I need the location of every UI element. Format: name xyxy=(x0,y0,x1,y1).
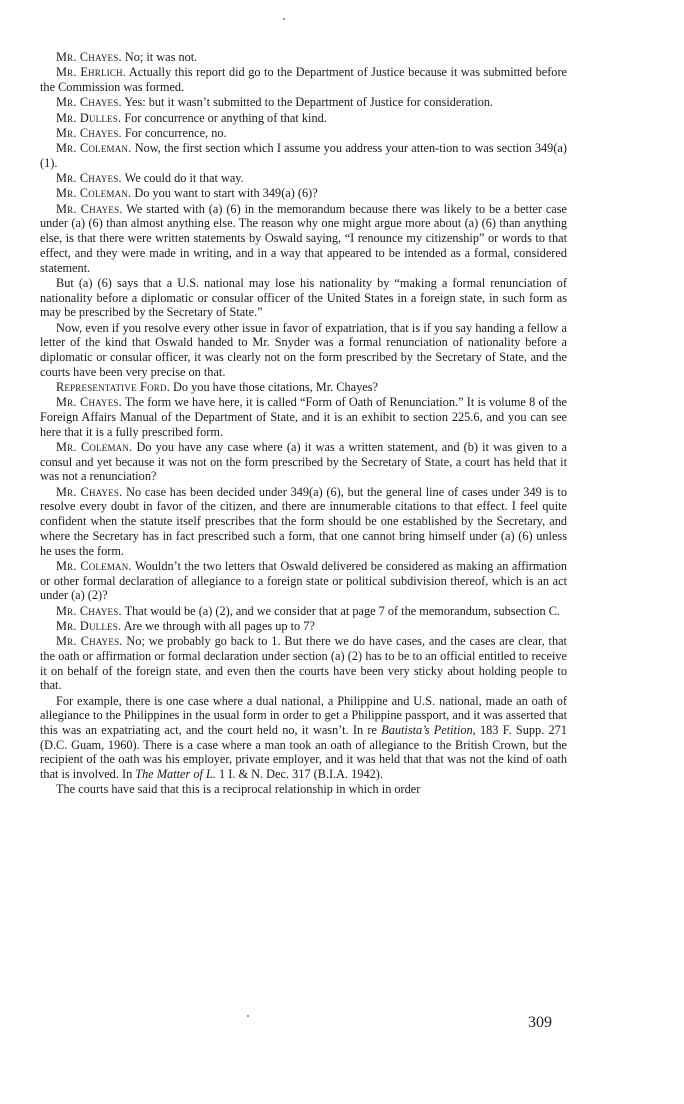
speech-text: Do you have those citations, Mr. Chayes? xyxy=(169,380,378,394)
speaker-name: Mr. Chayes. xyxy=(56,201,123,216)
speech-text: For example, there is one case where a dual national, a Philippine and U.S. national, made an oath of allegiance to the Philippines in the usual form in order to get a Philippine passport, and it was asserted that this was an expatriating act, and the court held no, it wasn’t. In re xyxy=(40,693,567,737)
paragraph xyxy=(40,782,567,797)
paragraph xyxy=(40,380,567,395)
speech-text: No; it was not. xyxy=(121,50,198,64)
case-citation: Bautista’s Petition xyxy=(381,722,473,737)
speech-text: Are we through with all pages up to 7? xyxy=(121,618,315,633)
transcript-body xyxy=(40,50,567,798)
speech-text: For concurrence or anything of that kind. xyxy=(121,110,327,125)
speaker-name: Mr. Chayes. xyxy=(56,95,122,110)
paragraph xyxy=(40,321,567,380)
paragraph xyxy=(40,202,567,276)
speech-text: No; we probably go back to 1. But there we do have cases, and the cases are clear, that the oath or affirmation or formal declaration under section (a) (2) has to be to an official entitled to receive it on behalf of the foreign state, and even then the courts have been very sticky about holding people to that. xyxy=(40,634,567,693)
speech-text: 1 I. & N. Dec. 317 (B.I.A. 1942). xyxy=(215,767,383,782)
paragraph xyxy=(40,111,567,126)
speaker-name: Mr. Chayes. xyxy=(56,484,123,499)
speaker-name: Mr. Ehrlich. xyxy=(56,65,127,80)
scan-speck xyxy=(247,1015,249,1017)
paragraph xyxy=(40,65,567,94)
paragraph xyxy=(40,141,567,170)
speaker-name: Mr. Coleman. xyxy=(56,558,132,573)
speech-text: Now, the first section which I assume you address your atten-tion to was section 349(a) (1). xyxy=(40,141,567,170)
speaker-name: Mr. Coleman. xyxy=(56,186,132,201)
paragraph xyxy=(40,171,567,186)
speaker-name: Mr. Dulles. xyxy=(56,618,122,633)
speech-text: Now, even if you resolve every other issue in favor of expatriation, that is if you say handing a fellow a letter of the kind that Oswald handed to Mr. Snyder was a formal renunciation of nationality before a diplomatic or consular officer, it was clearly not on the form prescribed by the Secretary of State, and the courts have been very precise on that. xyxy=(40,320,567,379)
speech-text: That would be (a) (2), and we consider that at page 7 of the memorandum, subsection C. xyxy=(121,603,560,618)
scan-speck xyxy=(283,18,285,20)
paragraph xyxy=(40,604,567,619)
paragraph xyxy=(40,634,567,693)
speech-text: We could do it that way. xyxy=(121,171,244,186)
speech-text: But (a) (6) says that a U.S. national may lose his nationality by “making a formal renunciation of nationality before a diplomatic or consular officer of the United States in a foreign state, in such form as may be prescribed by the Secretary of State.” xyxy=(40,275,567,320)
speaker-name: Mr. Chayes. xyxy=(56,395,122,410)
speech-text: For concurrence, no. xyxy=(121,125,227,140)
speech-text: Wouldn’t the two letters that Oswald delivered be considered as making an affirmation or other formal declaration of allegiance to a foreign state or political subdivision thereof, which is an act under (a) (2)? xyxy=(40,558,567,603)
paragraph xyxy=(40,559,567,603)
paragraph xyxy=(40,440,567,484)
speaker-name: Mr. Dulles. xyxy=(56,110,122,125)
paragraph xyxy=(40,186,567,201)
speech-text: Actually this report did go to the Department of Justice because it was submitted before the Commission was formed. xyxy=(40,65,567,94)
paragraph xyxy=(40,395,567,439)
speech-text: The form we have here, it is called “Form of Oath of Renunciation.” It is volume 8 of the Foreign Affairs Manual of the Department of State, and it is an exhibit to section 225.6, and you can see here that it is a fully prescribed form. xyxy=(40,395,567,439)
speaker-name: Mr. Chayes. xyxy=(56,125,122,140)
paragraph xyxy=(40,276,567,320)
speech-text: Yes: but it wasn’t submitted to the Department of Justice for consideration. xyxy=(121,95,494,110)
speaker-name: Mr. Chayes. xyxy=(56,634,123,649)
speaker-name: Mr. Chayes. xyxy=(56,50,122,64)
speech-text: , 183 F. Supp. 271 (D.C. Guam, 1960). There is a case where a man took an oath of allegiance to the British Crown, but the recipient of the oath was his employer, private employer, and it was held that that was not the kind of oath that is involved. In xyxy=(40,722,567,782)
speech-text: Do you have any case where (a) it was a written statement, and (b) it was given to a consul and yet because it was not on the form prescribed by the Secretary of State, a court has held that it was not a renunciation? xyxy=(40,440,567,484)
speaker-name: Representative Ford. xyxy=(56,380,170,394)
speaker-name: Mr. Chayes. xyxy=(56,171,122,186)
paragraph xyxy=(40,50,567,65)
speech-text: Do you want to start with 349(a) (6)? xyxy=(131,186,318,201)
paragraph xyxy=(40,95,567,110)
paragraph xyxy=(40,694,567,782)
speech-text: The courts have said that this is a reciprocal relationship in which in order xyxy=(56,782,421,797)
speech-text: We started with (a) (6) in the memorandum because there was likely to be a better case under (a) (6) than almost anything else. The reason why one might argue more about (a) (6) than anything else, is that there were written statements by Oswald saying, “I renounce my citizenship” or words to that effect, and they were made in writing, and in a way that appeared to be intended as a formal, considered statement. xyxy=(40,201,567,275)
speaker-name: Mr. Chayes. xyxy=(56,603,122,618)
speech-text: No case has been decided under 349(a) (6), but the general line of cases under 349 is to resolve every doubt in favor of the citizen, and there are innumerable citations to that effect. I feel quite confident when the statute itself prescribes that the form should be one established by the Secretary, and where the Secretary has in fact prescribed such a form, that one cannot bring himself under (a) (6) unless he uses the form. xyxy=(40,484,567,558)
speaker-name: Mr. Coleman. xyxy=(56,440,133,454)
case-citation: The Matter of L. xyxy=(135,767,216,782)
paragraph xyxy=(40,485,567,559)
page-number: 309 xyxy=(528,1014,552,1031)
speaker-name: Mr. Coleman. xyxy=(56,141,132,156)
paragraph xyxy=(40,619,567,634)
paragraph xyxy=(40,126,567,141)
